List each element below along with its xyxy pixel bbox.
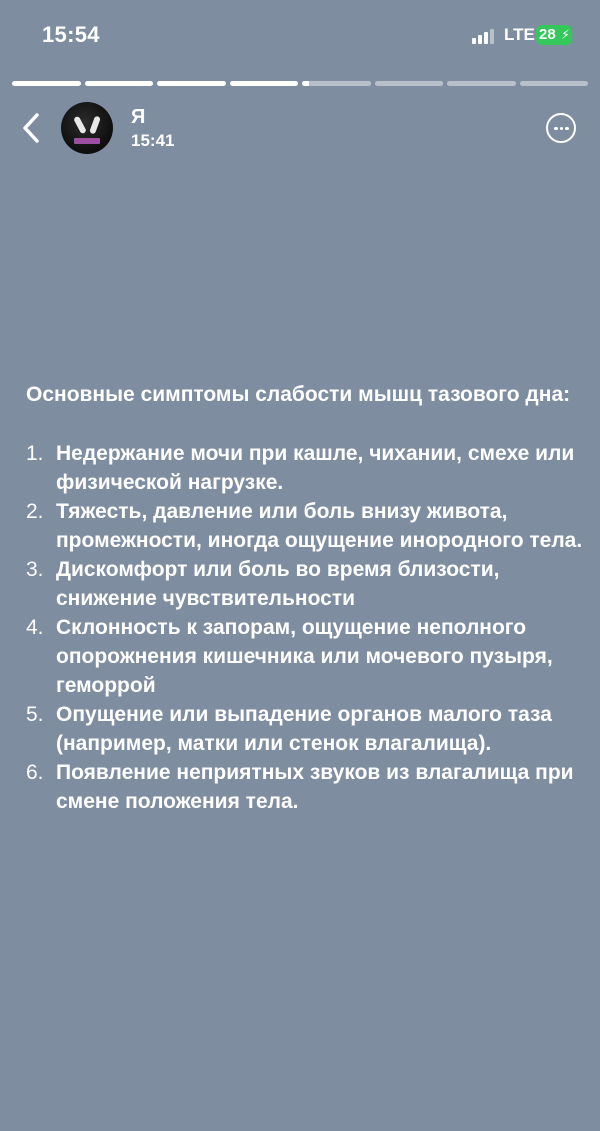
back-button[interactable] xyxy=(18,108,48,148)
list-item-number: 4. xyxy=(26,616,44,639)
story-author-name[interactable]: Я xyxy=(131,106,146,128)
list-item-number: 3. xyxy=(26,558,44,581)
battery-indicator xyxy=(536,25,572,45)
story-progress-segment-current xyxy=(302,81,371,86)
list-item-text: Опущение или выпадение органов малого таза (например, матки или стенок влагалища). xyxy=(56,703,552,755)
story-post-time: 15:41 xyxy=(131,131,175,150)
list-item-number: 1. xyxy=(26,442,44,465)
list-item-number: 5. xyxy=(26,703,44,726)
list-item xyxy=(26,700,586,758)
list-item-number: 6. xyxy=(26,761,44,784)
list-item-text: Недержание мочи при кашле, чихании, смехе или физической нагрузке. xyxy=(56,442,575,494)
story-progress-segment xyxy=(520,81,589,86)
story-progress-segment xyxy=(375,81,444,86)
symptom-list xyxy=(26,439,586,816)
cellular-signal-icon xyxy=(472,28,498,44)
list-item-text: Склонность к запорам, ощущение неполного опорожнения кишечника или мочевого пузыря, геморрой xyxy=(56,616,553,697)
more-options-button[interactable] xyxy=(546,113,576,143)
list-item xyxy=(26,555,586,613)
story-progress-segment xyxy=(447,81,516,86)
story-title: Основные симптомы слабости мышц тазового дна: xyxy=(26,383,571,406)
avatar[interactable] xyxy=(61,102,113,154)
ellipsis-circle-icon xyxy=(554,127,558,131)
charging-bolt-icon: ⚡ xyxy=(560,27,570,42)
story-content xyxy=(26,380,586,816)
story-progress-segment xyxy=(230,81,299,86)
status-time: 15:54 xyxy=(42,22,100,47)
story-progress-segment xyxy=(85,81,154,86)
story-progress-segment xyxy=(12,81,81,86)
chevron-left-icon xyxy=(18,108,48,148)
list-item xyxy=(26,758,586,816)
list-item-text: Дискомфорт или боль во время близости, снижение чувствительности xyxy=(56,558,500,610)
list-item xyxy=(26,439,586,497)
list-item-number: 2. xyxy=(26,500,44,523)
list-item xyxy=(26,613,586,700)
battery-level: 28 xyxy=(539,26,556,43)
story-progress-segment xyxy=(157,81,226,86)
list-item-text: Тяжесть, давление или боль внизу живота, промежности, иногда ощущение инородного тела. xyxy=(56,500,583,552)
story-progress-bar xyxy=(12,81,588,86)
network-type: LTE xyxy=(504,25,535,44)
list-item xyxy=(26,497,586,555)
status-bar xyxy=(0,0,600,60)
list-item-text: Появление неприятных звуков из влагалища при смене положения тела. xyxy=(56,761,574,813)
